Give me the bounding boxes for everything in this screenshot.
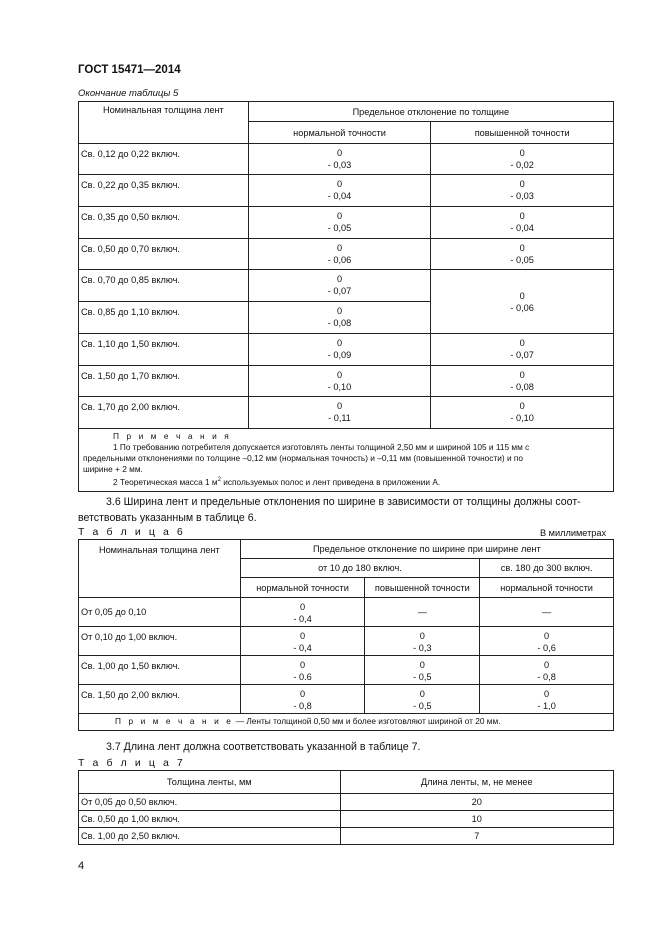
value-top: 0 [336,179,343,189]
table-cell [248,175,431,207]
value-bottom: - 0.6 [293,672,312,682]
value-bottom: - 0,07 [327,286,352,296]
note-2-text-end: используемых полос и лент приведена в приложении А. [220,476,441,487]
value-top: 0 [336,401,343,411]
table5-header-high: повышенной точности [431,122,614,144]
table5-header-thickness [79,102,249,144]
note-2 [83,475,609,488]
table6-header-width-180-300: св. 180 до 300 включ. [480,559,614,578]
value-bottom: - 0,08 [327,318,352,328]
value-bottom: - 0,5 [413,701,432,711]
value-bottom: - 0,08 [510,382,534,392]
value-bottom: - 0,02 [510,160,534,170]
value-bottom: - 0,3 [413,643,432,653]
table-cell [240,685,365,714]
table-cell [248,207,431,239]
table-cell [248,270,431,302]
note-text: — Ленты толщиной 0,50 мм и более изготовляют шириной от 20 мм. [233,716,501,726]
value-bottom: - 0,09 [327,350,352,360]
value-top: 0 [519,211,525,221]
paragraph-line: 3.6 Ширина лент и предельные отклонения по ширине в зависимости от толщины должны соот- [106,496,581,508]
value-bottom: - 0,03 [510,191,534,201]
value-bottom: - 1,0 [537,701,556,711]
table-cell [431,175,614,207]
table5-caption: Окончание таблицы 5 [78,88,179,99]
document-code: ГОСТ 15471—2014 [78,64,181,76]
value-bottom: - 0,4 [293,643,312,653]
table-row-label [79,302,249,334]
value-bottom: - 0,04 [510,223,534,233]
value-bottom: - 0,8 [537,672,556,682]
table-cell [480,685,614,714]
table-row-label [79,175,249,207]
row-label-text: Св. 1,70 до 2,00 включ. [81,402,180,412]
row-label-text: Св. 0,50 до 0,70 включ. [81,244,180,254]
note-2-text: 2 Теоретическая масса 1 м [113,476,218,487]
table-row-label [79,239,249,270]
table-cell [240,656,365,685]
page-number: 4 [78,860,85,872]
value-bottom: - 0,10 [327,382,352,392]
row-label-text: Св. 0,70 до 0,85 включ. [81,275,180,285]
value-top: 0 [336,274,343,284]
value-top: 0 [544,660,550,670]
note-1-line-1: 1 По требованию потребителя допускается изготовлять ленты толщиной 2,50 мм и шириной 105 и 115 мм с [113,442,530,452]
value-bottom: - 0,5 [413,672,432,682]
table-cell: 20 [340,794,613,811]
value-top: 0 [519,148,525,158]
table5 [78,101,614,492]
value-bottom: - 0,11 [328,413,351,423]
notes-title: П р и м е ч а н и я [113,431,232,441]
table-cell [431,366,614,397]
value-bottom: - 0,05 [510,255,534,265]
table-row-label: От 0,10 до 1,00 включ. [79,627,241,656]
table-cell: 10 [340,811,613,828]
table6-header-normal-2: нормальной точности [480,578,614,598]
value-top: 0 [519,179,525,189]
table-cell [248,144,431,175]
table6-header-high-1: повышенной точности [365,578,480,598]
table-cell [480,627,614,656]
table6-unit: В миллиметрах [540,528,607,538]
value-bottom: - 0,6 [537,643,556,653]
table-cell [431,334,614,366]
header-text: Предельное отклонение по толщине [352,106,510,117]
table5-header-deviation [248,102,613,122]
value-top: 0 [336,243,343,253]
table6-header-normal-1: нормальной точности [240,578,365,598]
note-title: П р и м е ч а н и е [115,716,234,726]
table-row-label: От 0,05 до 0,10 [79,598,241,627]
table-cell [248,239,431,270]
value-bottom: - 0,10 [510,413,534,423]
table6-header-width-10-180: от 10 до 180 включ. [240,559,480,578]
value-bottom: - 0,04 [327,191,352,201]
value-top: 0 [519,401,525,411]
table-cell [248,334,431,366]
value-top: 0 [336,211,343,221]
note-1-line-3: ширине + 2 мм. [83,464,143,474]
header-text: Номинальная толщина лент [98,545,220,555]
table-cell-merged [431,270,614,334]
note-2-superscript: 2 [217,477,221,483]
row-label-text: Св. 0,12 до 0,22 включ. [81,149,180,159]
table-cell [365,627,480,656]
table-row-label [79,334,249,366]
value-bottom: - 0,06 [327,255,352,265]
table-cell-dash: — [365,598,480,627]
table6-caption: Т а б л и ц а 6 [78,526,186,538]
table-row-label [79,366,249,397]
paragraph-3-6 [78,494,616,526]
table-cell [431,207,614,239]
row-label-text: Св. 0,35 до 0,50 включ. [81,212,180,222]
table7-header-thickness: Толщина ленты, мм [79,771,341,794]
table-cell [365,685,480,714]
table-cell [365,656,480,685]
table6-header-thickness [79,540,241,598]
value-bottom: - 0,8 [293,701,312,711]
table-cell [248,366,431,397]
table-row-label [79,270,249,302]
table5-notes [79,429,614,492]
value-top: 0 [419,660,425,670]
value-top: 0 [544,689,550,699]
table7 [78,770,614,845]
row-label-text: Св. 0,85 до 1,10 включ. [81,307,180,317]
value-top: 0 [336,370,343,380]
row-label-text: Св. 0,22 до 0,35 включ. [81,180,180,190]
table6 [78,539,614,731]
value-top: 0 [519,370,525,380]
value-top: 0 [544,631,550,641]
table6-header-deviation: Предельное отклонение по ширине при ширине лент [240,540,613,559]
table-row-label: Св. 1,00 до 1,50 включ. [79,656,241,685]
table-row-label [79,144,249,175]
value-top: 0 [336,148,343,158]
table-cell-dash: — [480,598,614,627]
table-cell: 7 [340,828,613,845]
value-top: 0 [299,631,306,641]
table-cell [431,397,614,429]
paragraph-line: ветствовать указанным в таблице 6. [78,512,257,524]
value-top: 0 [299,689,306,699]
table-row-label: Св. 1,50 до 2,00 включ. [79,685,241,714]
table-cell [248,302,431,334]
table-row-label: Св. 1,00 до 2,50 включ. [79,828,341,845]
table5-header-normal: нормальной точности [248,122,431,144]
value-top: 0 [519,243,525,253]
row-label-text: Св. 1,50 до 1,70 включ. [81,371,180,381]
value-bottom: - 0,06 [510,302,534,313]
table-cell [480,656,614,685]
table7-header-length: Длина ленты, м, не менее [340,771,613,794]
value-bottom: - 0,03 [327,160,352,170]
table-cell [240,598,365,627]
value-top: 0 [519,290,525,301]
value-top: 0 [299,602,306,612]
value-bottom: - 0,4 [293,614,312,624]
header-text: Номинальная толщина лент [102,105,224,115]
table-cell [240,627,365,656]
table6-note [79,714,614,731]
table-row-label [79,397,249,429]
table-row-label: Св. 0,50 до 1,00 включ. [79,811,341,828]
note-1-line-2: предельными отклонениями по толщине –0,12 мм (нормальная точность) и –0,11 мм (повышенной точности) и по [83,453,523,463]
table-cell [431,239,614,270]
value-bottom: - 0,07 [510,350,534,360]
row-label-text: Св. 1,10 до 1,50 включ. [81,339,180,349]
table-row-label [79,207,249,239]
value-top: 0 [519,338,525,348]
value-top: 0 [299,660,306,670]
paragraph-3-7: 3.7 Длина лент должна соответствовать указанной в таблице 7. [106,741,421,753]
table-row-label: От 0,05 до 0,50 включ. [79,794,341,811]
value-top: 0 [419,631,425,641]
table-cell [431,144,614,175]
table-cell [248,397,431,429]
value-top: 0 [419,689,425,699]
value-bottom: - 0,05 [327,223,352,233]
value-top: 0 [336,338,343,348]
table7-caption: Т а б л и ц а 7 [78,757,186,769]
value-top: 0 [336,306,343,316]
